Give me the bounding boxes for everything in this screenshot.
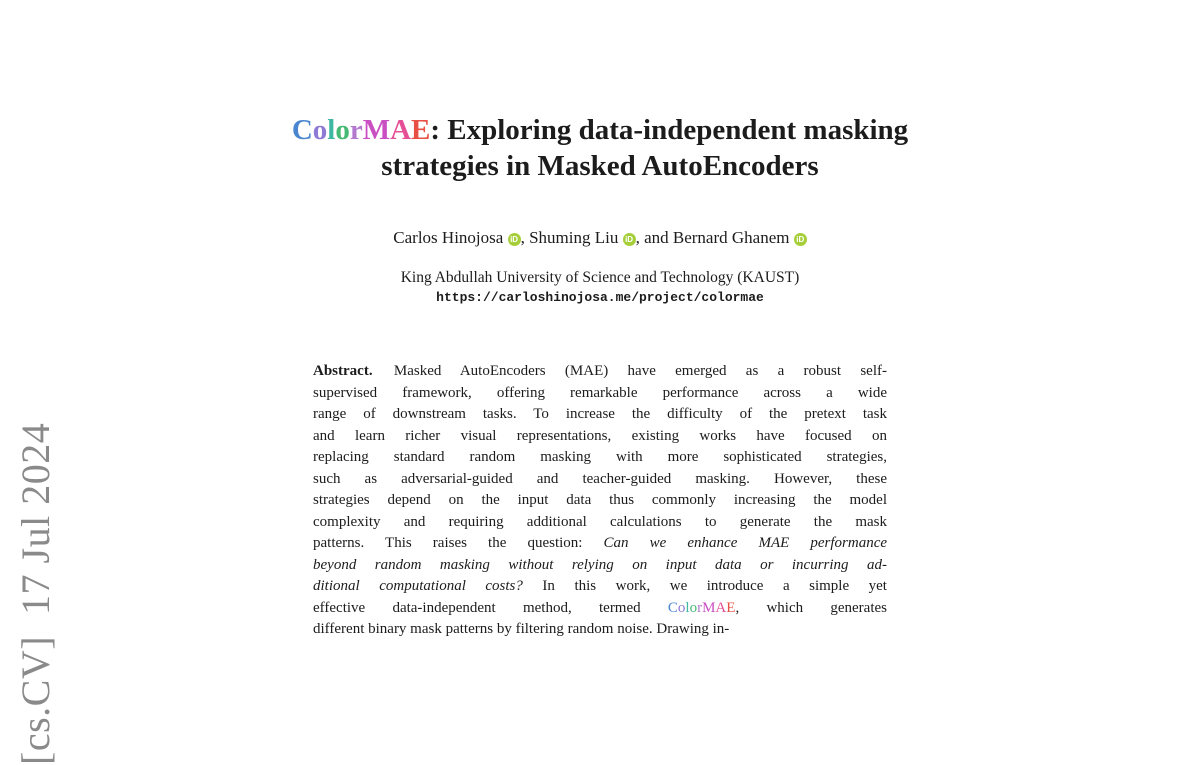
- abstract-text: different binary mask patterns by filtering random noise. Drawing in-: [313, 621, 730, 637]
- abstract-line: [313, 361, 887, 383]
- abstract-text: , which generates: [735, 599, 887, 616]
- author-name: Carlos Hinojosa: [393, 228, 508, 247]
- project-link[interactable]: https://carloshinojosa.me/project/colormae: [436, 290, 764, 305]
- colormae-wordmark: [292, 114, 431, 146]
- abstract-text: such as adversarial-guided and teacher-guided masking. However, these: [313, 470, 887, 487]
- abstract-text: strategies depend on the input data thus commonly increasing the model: [313, 492, 887, 508]
- colormae-letter: C: [667, 599, 678, 616]
- abstract-line: [313, 469, 887, 491]
- abstract-line: [313, 490, 887, 512]
- colormae-letter: A: [715, 599, 727, 616]
- abstract-text: In this work, we introduce a simple yet: [522, 578, 887, 594]
- abstract-label: Abstract.: [313, 363, 373, 379]
- abstract-line: [313, 598, 887, 620]
- colormae-letter: l: [685, 599, 690, 616]
- paper-page: [0, 112, 1200, 765]
- orcid-icon[interactable]: iD: [508, 233, 521, 246]
- abstract: [313, 361, 887, 641]
- abstract-text: supervised framework, offering remarkable performance across a wide: [313, 384, 887, 401]
- title-line-2: strategies in Masked AutoEncoders: [381, 150, 819, 182]
- colormae-letter: C: [291, 114, 313, 146]
- colormae-letter: o: [335, 114, 350, 146]
- abstract-text: patterns. This raises the question:: [313, 535, 604, 551]
- abstract-text: complexity and requiring additional calculations to generate the mask: [313, 513, 887, 530]
- abstract-line: [313, 619, 887, 641]
- abstract-line: [313, 404, 887, 426]
- affiliation: King Abdullah University of Science and Technology (KAUST): [400, 269, 800, 286]
- abstract-text: Masked AutoEncoders (MAE) have emerged as a robust self-: [374, 363, 887, 379]
- abstract-line: [313, 447, 887, 469]
- colormae-letter: E: [411, 114, 431, 146]
- colormae-letter: o: [312, 114, 328, 146]
- abstract-italic-text: beyond random masking without relying on input data or incurring ad-: [313, 556, 887, 573]
- abstract-text: replacing standard random masking with more sophisticated strategies,: [313, 449, 887, 465]
- arxiv-stamp: [cs.CV] 17 Jul 2024: [13, 422, 58, 765]
- author-name: , Shuming Liu: [520, 228, 623, 247]
- abstract-line: [313, 383, 887, 405]
- abstract-line: [313, 426, 887, 448]
- abstract-line: [313, 555, 887, 577]
- abstract-text: and learn richer visual representations, existing works have focused on: [313, 427, 887, 444]
- colormae-letter: M: [702, 599, 716, 616]
- orcid-icon[interactable]: iD: [623, 233, 636, 246]
- colormae-letter: E: [726, 599, 736, 616]
- abstract-italic-text: Can we enhance MAE performance: [603, 535, 888, 551]
- abstract-italic-text: ditional computational costs?: [313, 578, 523, 594]
- colormae-letter: r: [349, 114, 363, 146]
- orcid-icon[interactable]: iD: [794, 233, 807, 246]
- abstract-text: range of downstream tasks. To increase the difficulty of the pretext task: [313, 406, 887, 422]
- colormae-letter: o: [689, 599, 698, 616]
- colormae-letter: o: [677, 599, 686, 616]
- title-line-1-rest: : Exploring data-independent masking: [430, 114, 909, 146]
- abstract-text: effective data-independent method, termed: [313, 599, 668, 616]
- title-line-1: [0, 112, 1200, 148]
- colormae-letter: l: [327, 114, 336, 146]
- colormae-letter: A: [390, 114, 412, 146]
- colormae-letter: M: [362, 114, 391, 146]
- abstract-line: [313, 533, 887, 555]
- author-line: [0, 228, 1200, 248]
- abstract-line: [313, 512, 887, 534]
- colormae-letter: r: [697, 599, 703, 616]
- paper-title: [0, 112, 1200, 184]
- abstract-line: [313, 576, 887, 598]
- author-name: , and Bernard Ghanem: [635, 228, 794, 247]
- colormae-wordmark: [668, 600, 736, 616]
